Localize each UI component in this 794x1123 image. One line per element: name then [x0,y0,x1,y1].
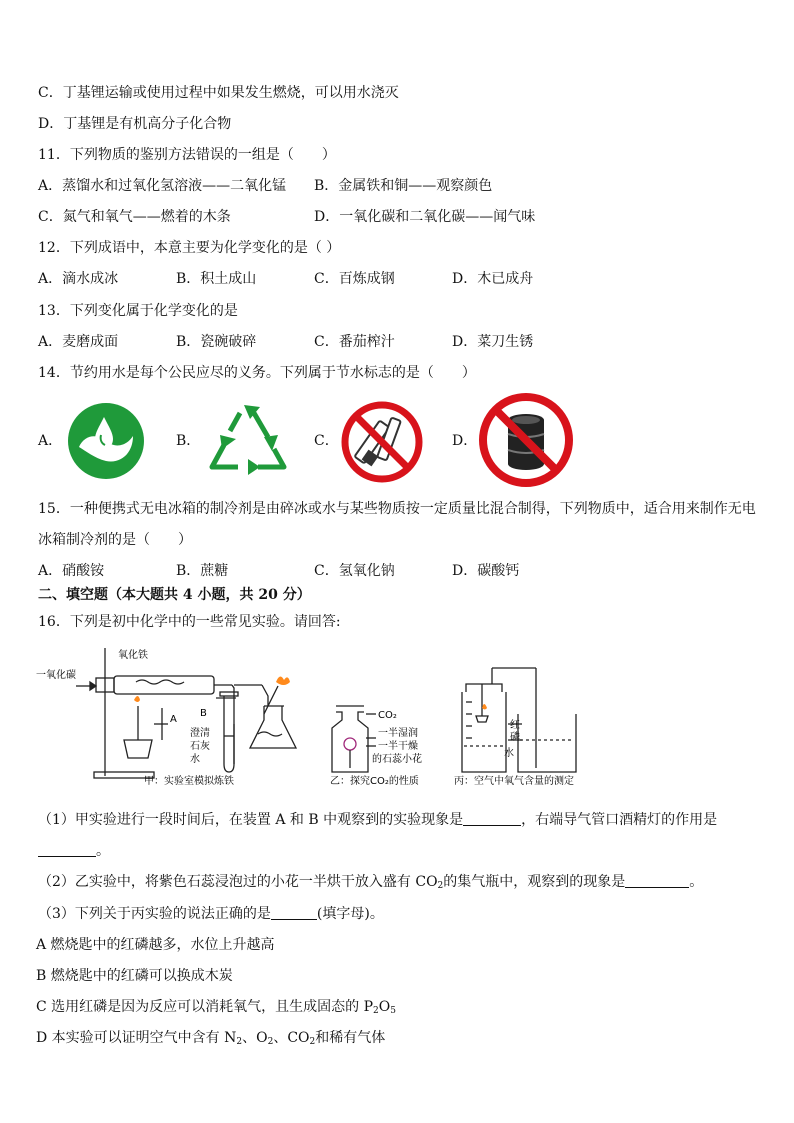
q11-option-d: D．一氧化碳和二氧化碳——闻气味 [314,209,536,225]
q14-option-b-label: B． [176,433,201,449]
label-red-phosphorus-1: 红 [510,720,520,731]
q11-option-b: B．金属铁和铜——观察颜色 [314,178,493,194]
q16-part3 [38,905,384,923]
q16-part1-line1 [38,811,717,829]
q16-part1-line2 [38,842,110,860]
no-smoking-icon [340,400,424,484]
q16-part2-text-a: （2）乙实验中，将紫色石蕊浸泡过的小花一半烘干放入盛有 CO [38,874,438,890]
label-limewater-1: 澄清 [190,728,210,739]
q16-part2-text-b: 的集气瓶中，观察到的现象是 [443,874,626,890]
q10-option-c: C．丁基锂运输或使用过程中如果发生燃烧，可以用水浇灭 [38,85,399,101]
q15-option-d: D．碳酸钙 [452,563,520,579]
q16-part2-end: 。 [689,874,704,890]
q14-option-a-label: A． [38,433,63,449]
q16-part1-end: 。 [96,843,110,859]
answer-blank-1b[interactable] [38,842,96,857]
caption-bing: 丙：空气中氧气含量的测定 [454,776,574,787]
q16-option-c [36,998,396,1016]
q12-option-c: C．百炼成钢 [314,271,395,287]
q16-part3-end: (填字母)。 [316,906,384,922]
q13-option-b: B．瓷碗破碎 [176,334,257,350]
q16-part2 [38,873,703,891]
q14-option-d-label: D． [452,433,478,449]
q13-option-d: D．菜刀生锈 [452,334,534,350]
q16-option-d-tail: 和稀有气体 [315,1030,386,1046]
q16-part1-text-a: （1）甲实验进行一段时间后，在装置 A 和 B 中观察到的实验现象是 [38,812,464,828]
label-flower-3: 的石蕊小花 [372,754,422,765]
q13-stem: 13．下列变化属于化学变化的是 [38,303,238,319]
q16-option-d-sub1: 2 [236,1037,243,1047]
q15-option-c: C．氢氧化钠 [314,563,395,579]
q16-part1-text-b: ，右端导气管口酒精灯的作用是 [521,812,718,828]
q16-option-b: B 燃烧匙中的红磷可以换成木炭 [36,968,233,984]
label-flower-1: 一半湿润 [378,728,418,739]
label-flower-2: 一半干燥 [378,741,418,752]
q15-stem-line2: 冰箱制冷剂的是（ ） [38,532,192,548]
q15-option-a: A．硝酸铵 [38,563,105,579]
q12-option-b: B．积土成山 [176,271,257,287]
label-limewater-2: 石灰 [190,741,210,752]
answer-blank-2[interactable] [625,873,689,888]
q16-option-d-sub2: 2 [267,1037,274,1047]
no-oil-drum-icon [478,392,574,488]
q16-option-d-mid1: 、O [242,1030,268,1046]
q16-option-c-o: O [378,999,391,1015]
q16-part2-sub: 2 [437,881,444,891]
q11-option-a: A．蒸馏水和过氧化氢溶液——二氧化锰 [38,178,287,194]
q11-stem: 11．下列物质的鉴别方法错误的一组是（ ） [38,147,336,163]
answer-blank-1a[interactable] [463,811,521,826]
label-co2: CO₂ [378,710,397,721]
q16-option-c-sub2: 5 [390,1006,396,1016]
label-limewater-3: 水 [190,754,200,765]
q13-option-c: C．番茄榨汁 [314,334,395,350]
q16-option-d-text: D 本实验可以证明空气中含有 N [36,1030,237,1046]
q16-option-c-text: C 选用红磷是因为反应可以消耗氧气，且生成固态的 P [36,999,374,1015]
label-carbon-monoxide: 一氧化碳 [36,670,76,681]
q11-option-c: C．氮气和氧气——燃着的木条 [38,209,231,225]
q16-option-a: A 燃烧匙中的红磷越多，水位上升越高 [36,937,275,953]
q15-option-b: B．蔗糖 [176,563,229,579]
recycle-icon [202,401,294,481]
water-saving-icon [66,401,146,481]
label-water: 水 [504,748,514,759]
q15-stem-line1: 15．一种便携式无电冰箱的制冷剂是由碎冰或水与某些物质按一定质量比混合制得，下列物质中，适合用来制作无电 [38,501,756,517]
label-iron-oxide: 氧化铁 [118,650,148,661]
caption-jia: 甲：实验室模拟炼铁 [144,776,234,787]
q16-option-d [36,1029,385,1047]
q14-stem: 14．节约用水是每个公民应尽的义务。下列属于节水标志的是（ ） [38,365,476,381]
q12-option-d: D．木已成舟 [452,271,534,287]
answer-blank-3[interactable] [271,905,317,920]
label-a: A [170,714,177,725]
q16-option-c-sub1: 2 [373,1006,379,1016]
experiment-figure [36,648,596,796]
q13-option-a: A．麦磨成面 [38,334,119,350]
q12-option-a: A．滴水成冰 [38,271,119,287]
section-title-fill-in: 二、填空题（本大题共 4 小题，共 20 分） [38,587,311,603]
caption-yi: 乙：探究CO₂的性质 [330,776,419,787]
q16-stem: 16．下列是初中化学中的一些常见实验。请回答: [38,614,341,630]
q10-option-d: D．丁基锂是有机高分子化合物 [38,116,232,132]
q14-option-c-label: C． [314,433,339,449]
q16-part3-text: （3）下列关于丙实验的说法正确的是 [38,906,271,922]
q12-stem: 12．下列成语中，本意主要为化学变化的是（ ） [38,240,341,256]
q16-option-d-mid2: 、CO [273,1030,310,1046]
label-red-phosphorus-2: 磷 [510,732,520,743]
q16-option-d-sub3: 2 [309,1037,316,1047]
label-b: B [200,708,207,719]
